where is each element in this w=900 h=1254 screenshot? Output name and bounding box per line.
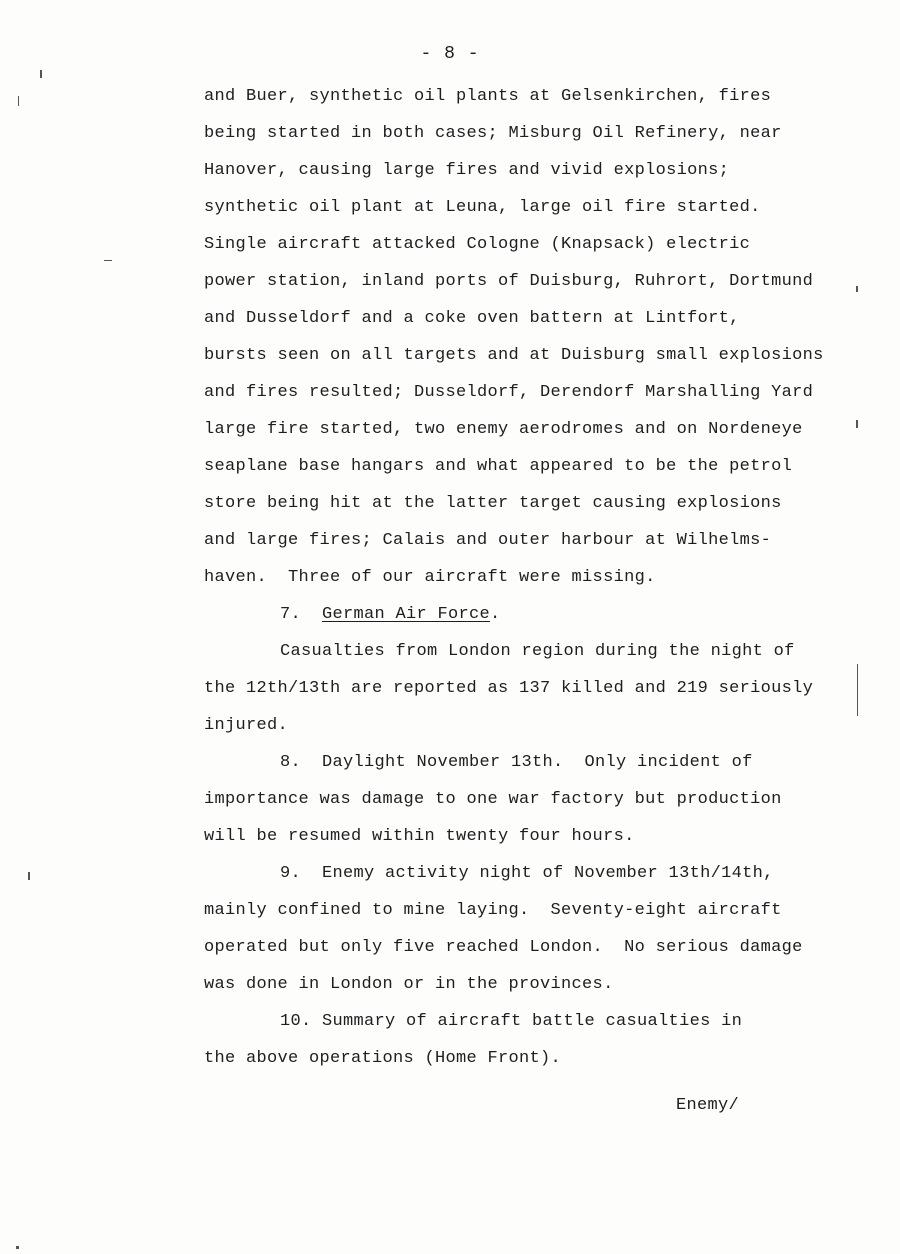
scan-mark — [104, 260, 112, 261]
text-line: and Dusseldorf and a coke oven battern at Lintfort, — [204, 309, 740, 328]
text-line: haven. Three of our aircraft were missing. — [204, 568, 656, 587]
page-number: - 8 - — [420, 44, 480, 64]
scan-mark — [856, 286, 858, 292]
text-line: will be resumed within twenty four hours. — [204, 827, 635, 846]
text-line: 9. Enemy activity night of November 13th/14th, — [280, 864, 774, 883]
text-line: Single aircraft attacked Cologne (Knapsack) electric — [204, 235, 751, 254]
text-line: and large fires; Calais and outer harbour at Wilhelms- — [204, 531, 772, 550]
text-line: Hanover, causing large fires and vivid explosions; — [204, 161, 730, 180]
scan-mark — [18, 96, 19, 106]
text-line: 8. Daylight November 13th. Only incident of — [280, 753, 753, 772]
text-line: injured. — [204, 716, 289, 735]
text-line: operated but only five reached London. No serious damage — [204, 938, 803, 957]
scan-mark — [40, 70, 42, 78]
text-line: Casualties from London region during the night of — [280, 642, 795, 661]
text-line: large fire started, two enemy aerodromes and on Nordeneye — [204, 420, 803, 439]
text-line: mainly confined to mine laying. Seventy-eight aircraft — [204, 901, 782, 920]
scan-mark — [856, 420, 858, 428]
text-line: the 12th/13th are reported as 137 killed and 219 seriously — [204, 679, 814, 698]
text-line: importance was damage to one war factory but production — [204, 790, 782, 809]
text-line: and Buer, synthetic oil plants at Gelsenkirchen, fires — [204, 87, 772, 106]
text-line: bursts seen on all targets and at Duisburg small explosions — [204, 346, 824, 365]
text-line: the above operations (Home Front). — [204, 1049, 562, 1068]
text-line: power station, inland ports of Duisburg, Ruhrort, Dortmund — [204, 272, 814, 291]
text-line: synthetic oil plant at Leuna, large oil fire started. — [204, 198, 761, 217]
document-body — [204, 78, 864, 1077]
section-number: 7. — [280, 605, 323, 624]
text-line: was done in London or in the provinces. — [204, 975, 614, 994]
section-heading: German Air Force — [322, 605, 491, 624]
text-line: seaplane base hangars and what appeared to be the petrol — [204, 457, 793, 476]
text-line: and fires resulted; Dusseldorf, Derendorf Marshalling Yard — [204, 383, 814, 402]
text-line — [204, 596, 864, 633]
catchword: Enemy/ — [676, 1096, 740, 1115]
scan-mark — [16, 1246, 19, 1249]
text-line: store being hit at the latter target causing explosions — [204, 494, 782, 513]
text-line: 10. Summary of aircraft battle casualties in — [280, 1012, 743, 1031]
scan-mark — [28, 872, 30, 880]
scan-mark — [857, 664, 858, 716]
text-line: being started in both cases; Misburg Oil Refinery, near — [204, 124, 782, 143]
section-heading-suffix: . — [490, 605, 501, 624]
